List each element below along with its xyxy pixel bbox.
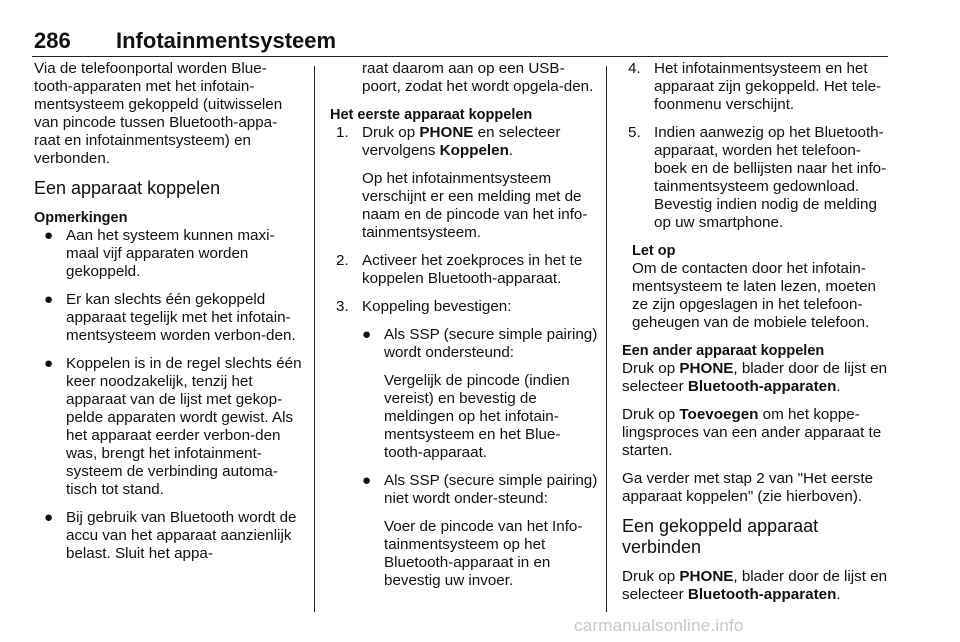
step-item: 3. Koppeling bevestigen: [336,298,512,315]
key-label: PHONE [679,360,734,377]
page-title: Infotainmentsysteem [116,28,337,53]
step-detail: Op het infotainmentsysteem verschijnt er een melding met de naam en de pincode van het info-tainmentsysteem. [362,170,588,241]
list-item: ● Als SSP (secure simple pairing) niet wordt onder-steund: [362,472,598,507]
item-detail: Voer de pincode van het Info-tainmentsysteem op het Bluetooth-apparaat in en bevestig uw invoer. [384,518,583,589]
list-item: ● Er kan slechts één gekoppeld apparaat tegelijk met het infotain-mentsysteem worden verbon-den. [44,291,296,344]
first-pair-heading: Het eerste apparaat koppelen [330,107,533,123]
column-3 [622,60,890,614]
watermark: carmanualsonline.info [574,616,744,635]
step-item: 5. Indien aanwezig op het Bluetooth-apparaat, worden het telefoon-boek en de bellijsten naar het info-tainmentsysteem gedownload. Bevestig indien nodig de melding op uw smartphone. [628,124,887,231]
continue-paragraph: Ga verder met stap 2 van "Het eerste apparaat koppelen" (zie hierboven). [622,470,874,505]
column-divider [314,66,315,612]
key-label: PHONE [419,124,474,141]
step-item: 1. Druk op PHONE en selecteer vervolgens Koppelen. [336,124,561,159]
note-heading: Let op [632,243,676,259]
add-device-paragraph: Druk op Toevoegen om het koppe-lingsproces van een ander apparaat te starten. [622,406,882,459]
list-item: ● Als SSP (secure simple pairing) wordt ondersteund: [362,326,598,361]
column-1 [34,60,302,573]
section-heading: Een apparaat koppelen [34,178,221,198]
note-text: Om de contacten door het infotain-mentsysteem te laten lezen, moeten ze zijn opgeslagen in het telefoon-geheugen van de mobiele telefoon. [632,260,876,331]
notes-heading: Opmerkingen [34,210,128,226]
bullet-icon: ● [362,326,372,343]
menu-label: Koppelen [439,142,509,159]
menu-label: Toevoegen [679,406,759,423]
key-label: PHONE [679,568,734,585]
menu-label: Bluetooth-apparaten [687,586,837,603]
bullet-icon: ● [44,355,54,372]
list-item: ● Aan het systeem kunnen maxi-maal vijf apparaten worden gekoppeld. [44,227,275,280]
list-item: ● Bij gebruik van Bluetooth wordt de accu van het apparaat aanzienlijk belast. Sluit het appa- [44,509,297,562]
bullet-icon: ● [44,509,54,526]
step-item: 2. Activeer het zoekproces in het te koppelen Bluetooth-apparaat. [336,252,583,287]
other-device-paragraph: Druk op PHONE, blader door de lijst en selecteer Bluetooth-apparaten. [622,360,888,395]
menu-label: Bluetooth-apparaten [687,378,837,395]
connect-heading: Een gekoppeld apparaat verbinden [622,516,819,557]
page-header [32,22,888,57]
other-device-heading: Een ander apparaat koppelen [622,343,825,359]
column-divider [606,66,607,612]
connect-paragraph: Druk op PHONE, blader door de lijst en selecteer Bluetooth-apparaten. [622,568,888,603]
note-block [622,242,890,332]
intro-paragraph: Via de telefoonportal worden Blue-tooth-apparaten met het infotain-mentsysteem gekoppeld (uitwisselen van pincode tussen Bluetooth-appa-raat en infotainmentsysteem) en verbonden. [34,60,283,167]
step-item: 4. Het infotainmentsysteem en het apparaat zijn gekoppeld. Het tele-foonmenu verschijnt. [628,60,882,113]
bullet-icon: ● [44,227,54,244]
column-2 [330,60,598,600]
page-number: 286 [34,28,71,53]
continuation-text: raat daarom aan op een USB-poort, zodat het wordt opgela-den. [362,60,594,95]
bullet-icon: ● [44,291,54,308]
bullet-icon: ● [362,472,372,489]
item-detail: Vergelijk de pincode (indien vereist) en bevestig de meldingen op het infotain-mentsysteem en het Blue-tooth-apparaat. [384,372,570,461]
list-item: ● Koppelen is in de regel slechts één keer noodzakelijk, tenzij het apparaat van de lijst met gekop-pelde apparaten wordt gewist. Als het apparaat eerder verbon-den was, brengt het infotainment-systeem de verbinding automa-tisch tot stand. [44,355,302,498]
